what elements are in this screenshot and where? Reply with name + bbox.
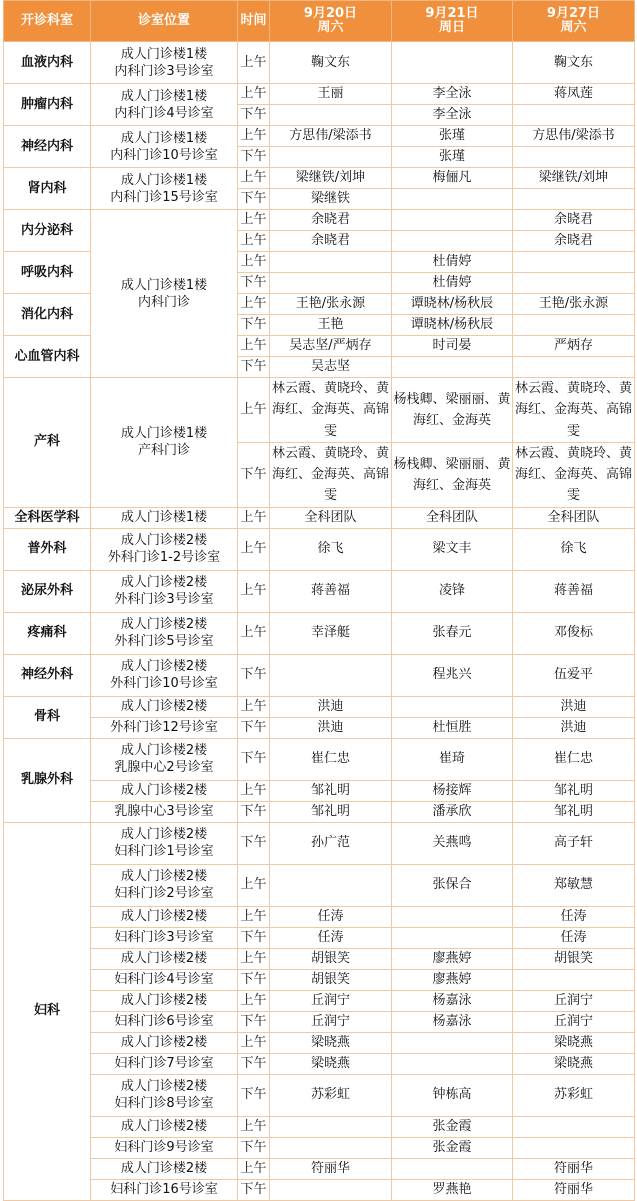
dept-cell: 消化内科: [4, 294, 91, 336]
doctor-cell: [513, 1116, 635, 1137]
dept-cell: 心血管内科: [4, 336, 91, 378]
doctor-cell: [513, 105, 635, 126]
table-row: [4, 801, 635, 822]
location-line: 成人门诊楼2楼: [120, 1079, 208, 1095]
doctor-cell: 邹礼明: [270, 801, 392, 822]
dept-cell: 全科医学科: [4, 507, 91, 528]
doctor-cell: 梁继铁: [270, 189, 392, 210]
location-cell: 成人门诊楼2楼: [91, 1158, 238, 1179]
doctor-cell: 梁晓燕: [270, 1032, 392, 1053]
location-cell: 妇科门诊7号诊室: [91, 1053, 238, 1074]
location-line: 外科门诊1-2号诊室: [107, 550, 221, 566]
doctor-cell: 张瑾: [392, 126, 513, 147]
location-line: 乳腺中心2号诊室: [114, 760, 214, 776]
doctor-cell: 梁继铁/刘坤: [270, 168, 392, 189]
doctor-cell: 梅俪凡: [392, 168, 513, 189]
table-row: [4, 780, 635, 801]
time-cell: 下午: [238, 927, 270, 948]
table-row: [4, 1116, 635, 1137]
time-cell: 上午: [238, 948, 270, 969]
table-row: [4, 42, 635, 84]
doctor-cell: 胡银笑: [270, 948, 392, 969]
doctor-cell: 洪迪: [270, 717, 392, 738]
location-cell: 成人门诊楼1楼: [91, 507, 238, 528]
header-date-2: [392, 1, 513, 42]
location-cell: 外科门诊12号诊室: [91, 717, 238, 738]
doctor-cell: [270, 105, 392, 126]
doctor-cell: 杨嘉泳: [392, 1011, 513, 1032]
doctor-cell: 杜恒胜: [392, 717, 513, 738]
doctor-cell: 胡银笑: [270, 969, 392, 990]
table-row: [4, 1053, 635, 1074]
time-cell: 下午: [238, 147, 270, 168]
location-line: 成人门诊楼2楼: [120, 659, 208, 675]
doctor-cell: [270, 654, 392, 696]
doctor-cell: 蒋善福: [270, 570, 392, 612]
location-cell: 成人门诊楼2楼: [91, 780, 238, 801]
location-line: 成人门诊楼2楼: [120, 869, 208, 885]
doctor-cell: 王艳: [270, 315, 392, 336]
table-row: [4, 969, 635, 990]
time-cell: 下午: [238, 189, 270, 210]
location-cell: 成人门诊楼2楼: [91, 1032, 238, 1053]
doctor-cell: [270, 1137, 392, 1158]
doctor-cell: 廖燕婷: [392, 969, 513, 990]
doctor-cell: 丘润宁: [513, 1011, 635, 1032]
doctor-cell: [392, 696, 513, 717]
doctor-cell: 余晓君: [513, 210, 635, 231]
time-cell: 下午: [238, 1179, 270, 1200]
doctor-cell: 严炳存: [513, 336, 635, 357]
doctor-cell: [513, 315, 635, 336]
doctor-cell: [392, 1032, 513, 1053]
location-cell: 妇科门诊6号诊室: [91, 1011, 238, 1032]
doctor-cell: 全科团队: [392, 507, 513, 528]
location-cell: 妇科门诊9号诊室: [91, 1137, 238, 1158]
doctor-cell: [513, 1137, 635, 1158]
time-cell: 下午: [238, 822, 270, 864]
doctor-cell: 梁晓燕: [513, 1053, 635, 1074]
doctor-cell: [392, 357, 513, 378]
doctor-cell: [392, 906, 513, 927]
doctor-cell: [513, 147, 635, 168]
location-cell: [91, 738, 238, 780]
table-row: [4, 738, 635, 780]
location-cell: 成人门诊楼2楼: [91, 1116, 238, 1137]
doctor-cell: 吴志坚: [270, 357, 392, 378]
doctor-cell: 杜倩婷: [392, 273, 513, 294]
time-cell: 上午: [238, 210, 270, 231]
doctor-cell: 伍爱平: [513, 654, 635, 696]
doctor-cell: [270, 273, 392, 294]
doctor-cell: 杜倩婷: [392, 252, 513, 273]
doctor-cell: 胡银笑: [513, 948, 635, 969]
dept-cell: 疼痛科: [4, 612, 91, 654]
location-cell: [91, 654, 238, 696]
time-cell: 下午: [238, 969, 270, 990]
location-cell: 乳腺中心3号诊室: [91, 801, 238, 822]
doctor-cell: 郑敏慧: [513, 864, 635, 906]
doctor-cell: 徐飞: [513, 528, 635, 570]
schedule-table: [3, 0, 635, 1201]
table-row: [4, 1011, 635, 1032]
doctor-cell: 梁文丰: [392, 528, 513, 570]
location-cell: 妇科门诊16号诊室: [91, 1179, 238, 1200]
time-cell: 上午: [238, 378, 270, 443]
time-cell: 上午: [238, 84, 270, 105]
dept-cell: 产科: [4, 378, 91, 508]
location-line: 成人门诊楼2楼: [120, 617, 208, 633]
doctor-cell: 任涛: [513, 906, 635, 927]
table-row: [4, 570, 635, 612]
header-row: [4, 1, 635, 42]
doctor-cell: [392, 189, 513, 210]
time-cell: 上午: [238, 231, 270, 252]
table-row: [4, 948, 635, 969]
dept-cell: 内分泌科: [4, 210, 91, 252]
date-1: 9月20日: [303, 6, 358, 21]
doctor-cell: 杨栈卿、梁丽丽、黄海红、金海英: [392, 442, 513, 507]
location-line: 外科门诊10号诊室: [110, 676, 218, 692]
time-cell: 下午: [238, 1137, 270, 1158]
doctor-cell: 高子轩: [513, 822, 635, 864]
location-cell: 妇科门诊4号诊室: [91, 969, 238, 990]
time-cell: 上午: [238, 1116, 270, 1137]
doctor-cell: [513, 273, 635, 294]
table-row: [4, 507, 635, 528]
location-line: 成人门诊楼1楼: [120, 130, 208, 146]
doctor-cell: 符丽华: [513, 1158, 635, 1179]
table-row: [4, 696, 635, 717]
header-date-1: [270, 1, 392, 42]
location-line: 内科门诊: [137, 294, 190, 310]
dept-cell: 神经内科: [4, 126, 91, 168]
time-cell: 下午: [238, 1011, 270, 1032]
time-cell: 下午: [238, 105, 270, 126]
doctor-cell: 王艳/张永源: [513, 294, 635, 315]
doctor-cell: 王艳/张永源: [270, 294, 392, 315]
doctor-cell: 任涛: [270, 906, 392, 927]
table-row: [4, 168, 635, 189]
doctor-cell: 梁晓燕: [513, 1032, 635, 1053]
time-cell: 下午: [238, 654, 270, 696]
doctor-cell: 孙广范: [270, 822, 392, 864]
time-cell: 上午: [238, 990, 270, 1011]
doctor-cell: 张保合: [392, 864, 513, 906]
location-line: 妇科门诊2号诊室: [114, 886, 214, 902]
doctor-cell: [270, 1116, 392, 1137]
doctor-cell: 符丽华: [270, 1158, 392, 1179]
location-line: 内科门诊15号诊室: [110, 189, 218, 205]
doctor-cell: 梁继铁/刘坤: [513, 168, 635, 189]
doctor-cell: 吴志坚/严炳存: [270, 336, 392, 357]
table-row: [4, 927, 635, 948]
header-dept: 开诊科室: [4, 1, 91, 42]
table-row: [4, 612, 635, 654]
table-row: [4, 210, 635, 231]
location-cell: 成人门诊楼2楼: [91, 948, 238, 969]
doctor-cell: 丘润宁: [513, 990, 635, 1011]
doctor-cell: 邹礼明: [513, 801, 635, 822]
doctor-cell: 苏彩虹: [270, 1074, 392, 1116]
location-line: 成人门诊楼2楼: [120, 827, 208, 843]
location-line: 成人门诊楼2楼: [120, 575, 208, 591]
location-cell: 成人门诊楼2楼: [91, 696, 238, 717]
doctor-cell: 张瑾: [392, 147, 513, 168]
weekday-2: 周日: [438, 20, 465, 35]
doctor-cell: 潘承欣: [392, 801, 513, 822]
doctor-cell: 丘润宁: [270, 990, 392, 1011]
time-cell: 上午: [238, 126, 270, 147]
doctor-cell: 谭晓林/杨秋辰: [392, 294, 513, 315]
table-row: [4, 528, 635, 570]
doctor-cell: 钟栋高: [392, 1074, 513, 1116]
dept-cell: 妇科: [4, 822, 91, 1200]
table-row: [4, 1032, 635, 1053]
location-cell: [91, 126, 238, 168]
table-row: [4, 1158, 635, 1179]
location-cell: [91, 1074, 238, 1116]
doctor-cell: 邓俊标: [513, 612, 635, 654]
date-3: 9月27日: [546, 6, 601, 21]
doctor-cell: 洪迪: [513, 717, 635, 738]
doctor-cell: [513, 357, 635, 378]
location-cell: 妇科门诊3号诊室: [91, 927, 238, 948]
location-cell: [91, 84, 238, 126]
doctor-cell: [513, 189, 635, 210]
doctor-cell: 廖燕婷: [392, 948, 513, 969]
time-cell: 下午: [238, 357, 270, 378]
dept-cell: 神经外科: [4, 654, 91, 696]
location-cell: 成人门诊楼2楼: [91, 990, 238, 1011]
date-2: 9月21日: [425, 6, 479, 21]
dept-cell: 呼吸内科: [4, 252, 91, 294]
doctor-cell: [513, 969, 635, 990]
doctor-cell: 林云霞、黄晓玲、黄海红、金海英、高锦雯: [513, 442, 635, 507]
dept-cell: 肿瘤内科: [4, 84, 91, 126]
doctor-cell: 任涛: [270, 927, 392, 948]
time-cell: 上午: [238, 570, 270, 612]
doctor-cell: 谭晓林/杨秋辰: [392, 315, 513, 336]
header-date-3: [513, 1, 635, 42]
doctor-cell: 余晓君: [513, 231, 635, 252]
doctor-cell: [270, 864, 392, 906]
table-row: [4, 717, 635, 738]
doctor-cell: [270, 252, 392, 273]
doctor-cell: [513, 252, 635, 273]
doctor-cell: 杨嘉泳: [392, 990, 513, 1011]
table-row: [4, 864, 635, 906]
location-cell: [91, 210, 238, 378]
doctor-cell: [392, 927, 513, 948]
doctor-cell: 关燕鸣: [392, 822, 513, 864]
doctor-cell: [392, 1158, 513, 1179]
time-cell: 下午: [238, 738, 270, 780]
dept-cell: 血液内科: [4, 42, 91, 84]
location-cell: [91, 378, 238, 508]
doctor-cell: 林云霞、黄晓玲、黄海红、金海英、高锦雯: [270, 442, 392, 507]
location-line: 成人门诊楼1楼: [120, 46, 208, 62]
header-location: 诊室位置: [91, 1, 238, 42]
doctor-cell: 王丽: [270, 84, 392, 105]
location-line: 成人门诊楼2楼: [120, 743, 208, 759]
location-cell: [91, 864, 238, 906]
location-line: 妇科门诊1号诊室: [114, 844, 214, 860]
doctor-cell: [270, 147, 392, 168]
location-line: 成人门诊楼1楼: [120, 172, 208, 188]
time-cell: 下午: [238, 801, 270, 822]
weekday-1: 周六: [317, 20, 344, 35]
header-time: 时间: [238, 1, 270, 42]
location-line: 内科门诊3号诊室: [114, 63, 214, 79]
time-cell: 上午: [238, 294, 270, 315]
doctor-cell: 程兆兴: [392, 654, 513, 696]
location-line: 产科门诊: [137, 443, 190, 459]
dept-cell: 骨科: [4, 696, 91, 738]
doctor-cell: 杨接辉: [392, 780, 513, 801]
doctor-cell: 鞠文东: [513, 42, 635, 84]
doctor-cell: [270, 1179, 392, 1200]
dept-cell: 肾内科: [4, 168, 91, 210]
doctor-cell: 苏彩虹: [513, 1074, 635, 1116]
doctor-cell: 任涛: [513, 927, 635, 948]
location-line: 成人门诊楼1楼: [120, 88, 208, 104]
weekday-3: 周六: [560, 20, 587, 35]
time-cell: 下午: [238, 273, 270, 294]
time-cell: 上午: [238, 864, 270, 906]
doctor-cell: 幸泽艇: [270, 612, 392, 654]
doctor-cell: 林云霞、黄晓玲、黄海红、金海英、高锦雯: [270, 378, 392, 443]
location-cell: [91, 528, 238, 570]
doctor-cell: 张春元: [392, 612, 513, 654]
table-row: [4, 822, 635, 864]
time-cell: 下午: [238, 717, 270, 738]
doctor-cell: 梁晓燕: [270, 1053, 392, 1074]
table-row: [4, 126, 635, 147]
doctor-cell: 全科团队: [513, 507, 635, 528]
doctor-cell: 鞠文东: [270, 42, 392, 84]
time-cell: 上午: [238, 696, 270, 717]
doctor-cell: 邹礼明: [513, 780, 635, 801]
location-cell: [91, 168, 238, 210]
time-cell: 上午: [238, 252, 270, 273]
doctor-cell: 符丽华: [513, 1179, 635, 1200]
location-cell: [91, 612, 238, 654]
doctor-cell: [392, 42, 513, 84]
location-cell: [91, 570, 238, 612]
doctor-cell: 方思伟/梁添书: [513, 126, 635, 147]
doctor-cell: 丘润宁: [270, 1011, 392, 1032]
doctor-cell: 崔仁忠: [513, 738, 635, 780]
doctor-cell: 林云霞、黄晓玲、黄海红、金海英、高锦雯: [513, 378, 635, 443]
doctor-cell: 邹礼明: [270, 780, 392, 801]
table-row: [4, 1179, 635, 1200]
doctor-cell: 崔琦: [392, 738, 513, 780]
dept-cell: 普外科: [4, 528, 91, 570]
location-cell: 成人门诊楼2楼: [91, 906, 238, 927]
doctor-cell: 崔仁忠: [270, 738, 392, 780]
doctor-cell: 李全泳: [392, 105, 513, 126]
time-cell: 上午: [238, 906, 270, 927]
location-line: 成人门诊楼1楼: [120, 426, 208, 442]
location-line: 成人门诊楼2楼: [120, 533, 208, 549]
doctor-cell: 时司晏: [392, 336, 513, 357]
doctor-cell: 余晓君: [270, 210, 392, 231]
location-cell: [91, 42, 238, 84]
table-row: [4, 906, 635, 927]
table-row: [4, 1137, 635, 1158]
location-line: 外科门诊5号诊室: [114, 634, 214, 650]
time-cell: 下午: [238, 1053, 270, 1074]
table-row: [4, 654, 635, 696]
dept-cell: 泌尿外科: [4, 570, 91, 612]
doctor-cell: [392, 231, 513, 252]
table-row: [4, 84, 635, 105]
location-line: 内科门诊10号诊室: [110, 147, 218, 163]
time-cell: 上午: [238, 528, 270, 570]
doctor-cell: 蒋善福: [513, 570, 635, 612]
time-cell: 上午: [238, 168, 270, 189]
time-cell: 下午: [238, 442, 270, 507]
time-cell: 上午: [238, 1158, 270, 1179]
time-cell: 上午: [238, 1032, 270, 1053]
location-line: 成人门诊楼1楼: [120, 277, 208, 293]
time-cell: 上午: [238, 42, 270, 84]
doctor-cell: 张金霞: [392, 1116, 513, 1137]
time-cell: 上午: [238, 780, 270, 801]
doctor-cell: 蒋凤莲: [513, 84, 635, 105]
table-row: [4, 1074, 635, 1116]
time-cell: 上午: [238, 507, 270, 528]
location-line: 外科门诊3号诊室: [114, 592, 214, 608]
location-line: 妇科门诊8号诊室: [114, 1096, 214, 1112]
doctor-cell: [392, 210, 513, 231]
dept-cell: 乳腺外科: [4, 738, 91, 822]
time-cell: 上午: [238, 612, 270, 654]
doctor-cell: 洪迪: [513, 696, 635, 717]
doctor-cell: 杨栈卿、梁丽丽、黄海红、金海英: [392, 378, 513, 443]
doctor-cell: 徐飞: [270, 528, 392, 570]
doctor-cell: [392, 1053, 513, 1074]
doctor-cell: 凌锋: [392, 570, 513, 612]
location-cell: [91, 822, 238, 864]
doctor-cell: 方思伟/梁添书: [270, 126, 392, 147]
table-row: [4, 378, 635, 443]
time-cell: 上午: [238, 336, 270, 357]
doctor-cell: 李全泳: [392, 84, 513, 105]
doctor-cell: 罗燕艳: [392, 1179, 513, 1200]
table-row: [4, 990, 635, 1011]
doctor-cell: 洪迪: [270, 696, 392, 717]
doctor-cell: 余晓君: [270, 231, 392, 252]
time-cell: 下午: [238, 1074, 270, 1116]
doctor-cell: 全科团队: [270, 507, 392, 528]
doctor-cell: 张金霞: [392, 1137, 513, 1158]
location-line: 内科门诊4号诊室: [114, 105, 214, 121]
time-cell: 下午: [238, 315, 270, 336]
